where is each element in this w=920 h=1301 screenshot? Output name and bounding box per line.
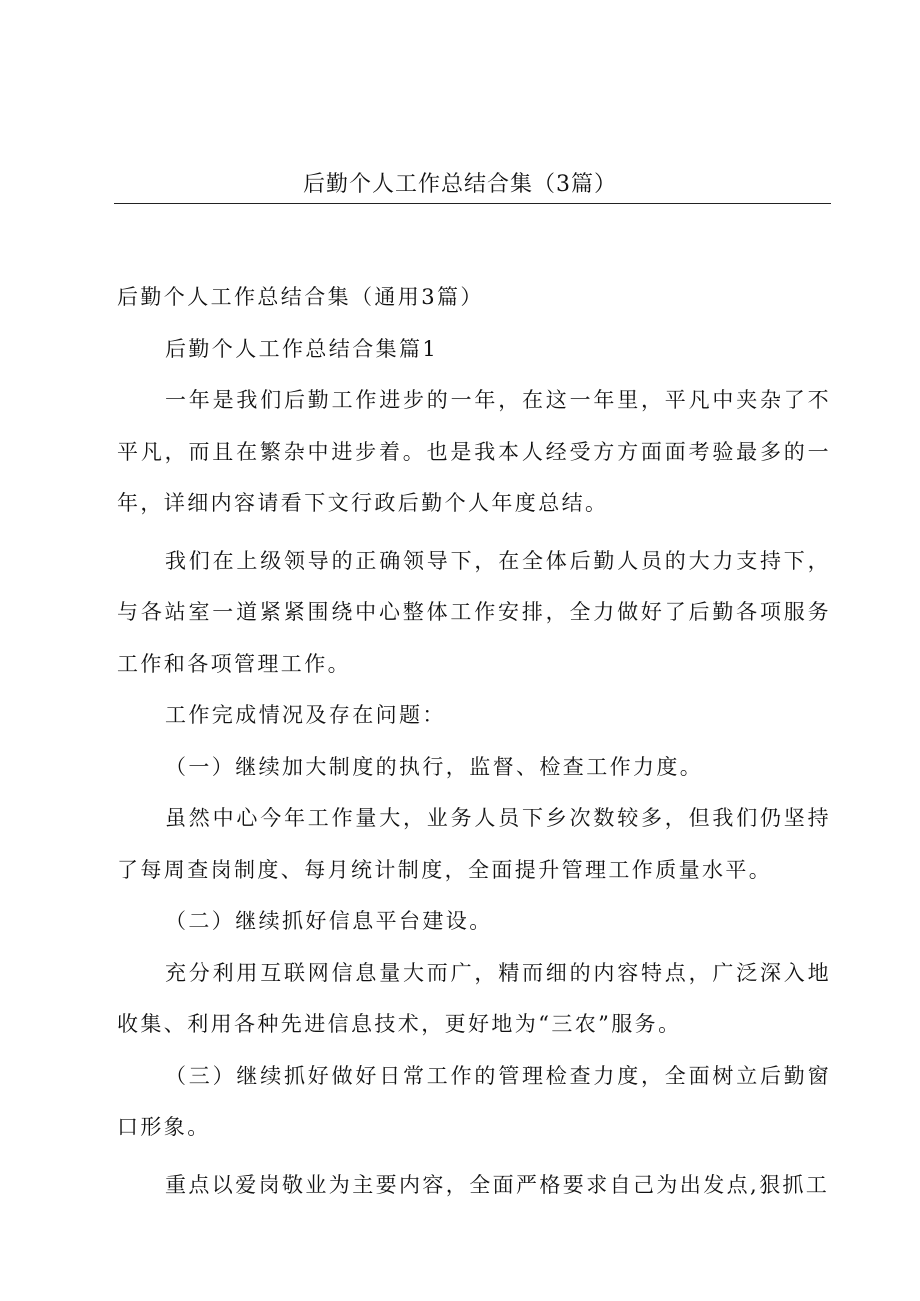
paragraph: 一年是我们后勤工作进步的一年，在这一年里，平凡中夹杂了不平凡，而且在繁杂中进步着。也是我本人经受方方面面考验最多的一年，详细内容请看下文行政后勤个人年度总结。 <box>117 388 831 515</box>
paragraph: （三）继续抓好做好日常工作的管理检查力度，全面树立后勤窗口形象。 <box>117 1063 831 1139</box>
paragraph: （二）继续抓好信息平台建设。 <box>165 909 493 933</box>
paragraph: （一）继续加大制度的执行，监督、检查工作力度。 <box>165 754 704 779</box>
paragraph: 工作完成情况及存在问题： <box>165 703 446 727</box>
paragraph: 充分利用互联网信息量大而广，精而细的内容特点，广泛深入地收集、利用各种先进信息技术，更好地为“三农”服务。 <box>117 960 831 1036</box>
title-underline <box>114 203 831 204</box>
document-body <box>117 272 831 1211</box>
section-heading: 后勤个人工作总结合集篇1 <box>165 336 439 361</box>
paragraph: 重点以爱岗敬业为主要内容，全面严格要求自己为出发点,狠抓工 <box>165 1172 830 1197</box>
paragraph: 我们在上级领导的正确领导下，在全体后勤人员的大力支持下，与各站室一道紧紧围绕中心整体工作安排，全力做好了后勤各项服务工作和各项管理工作。 <box>117 548 831 676</box>
paragraph: 虽然中心今年工作量大，业务人员下乡次数较多，但我们仍坚持了每周查岗制度、每月统计制度，全面提升管理工作质量水平。 <box>117 806 831 882</box>
document-title: 后勤个人工作总结合集（3篇） <box>303 172 617 197</box>
document-subtitle: 后勤个人工作总结合集（通用3篇） <box>117 285 484 309</box>
